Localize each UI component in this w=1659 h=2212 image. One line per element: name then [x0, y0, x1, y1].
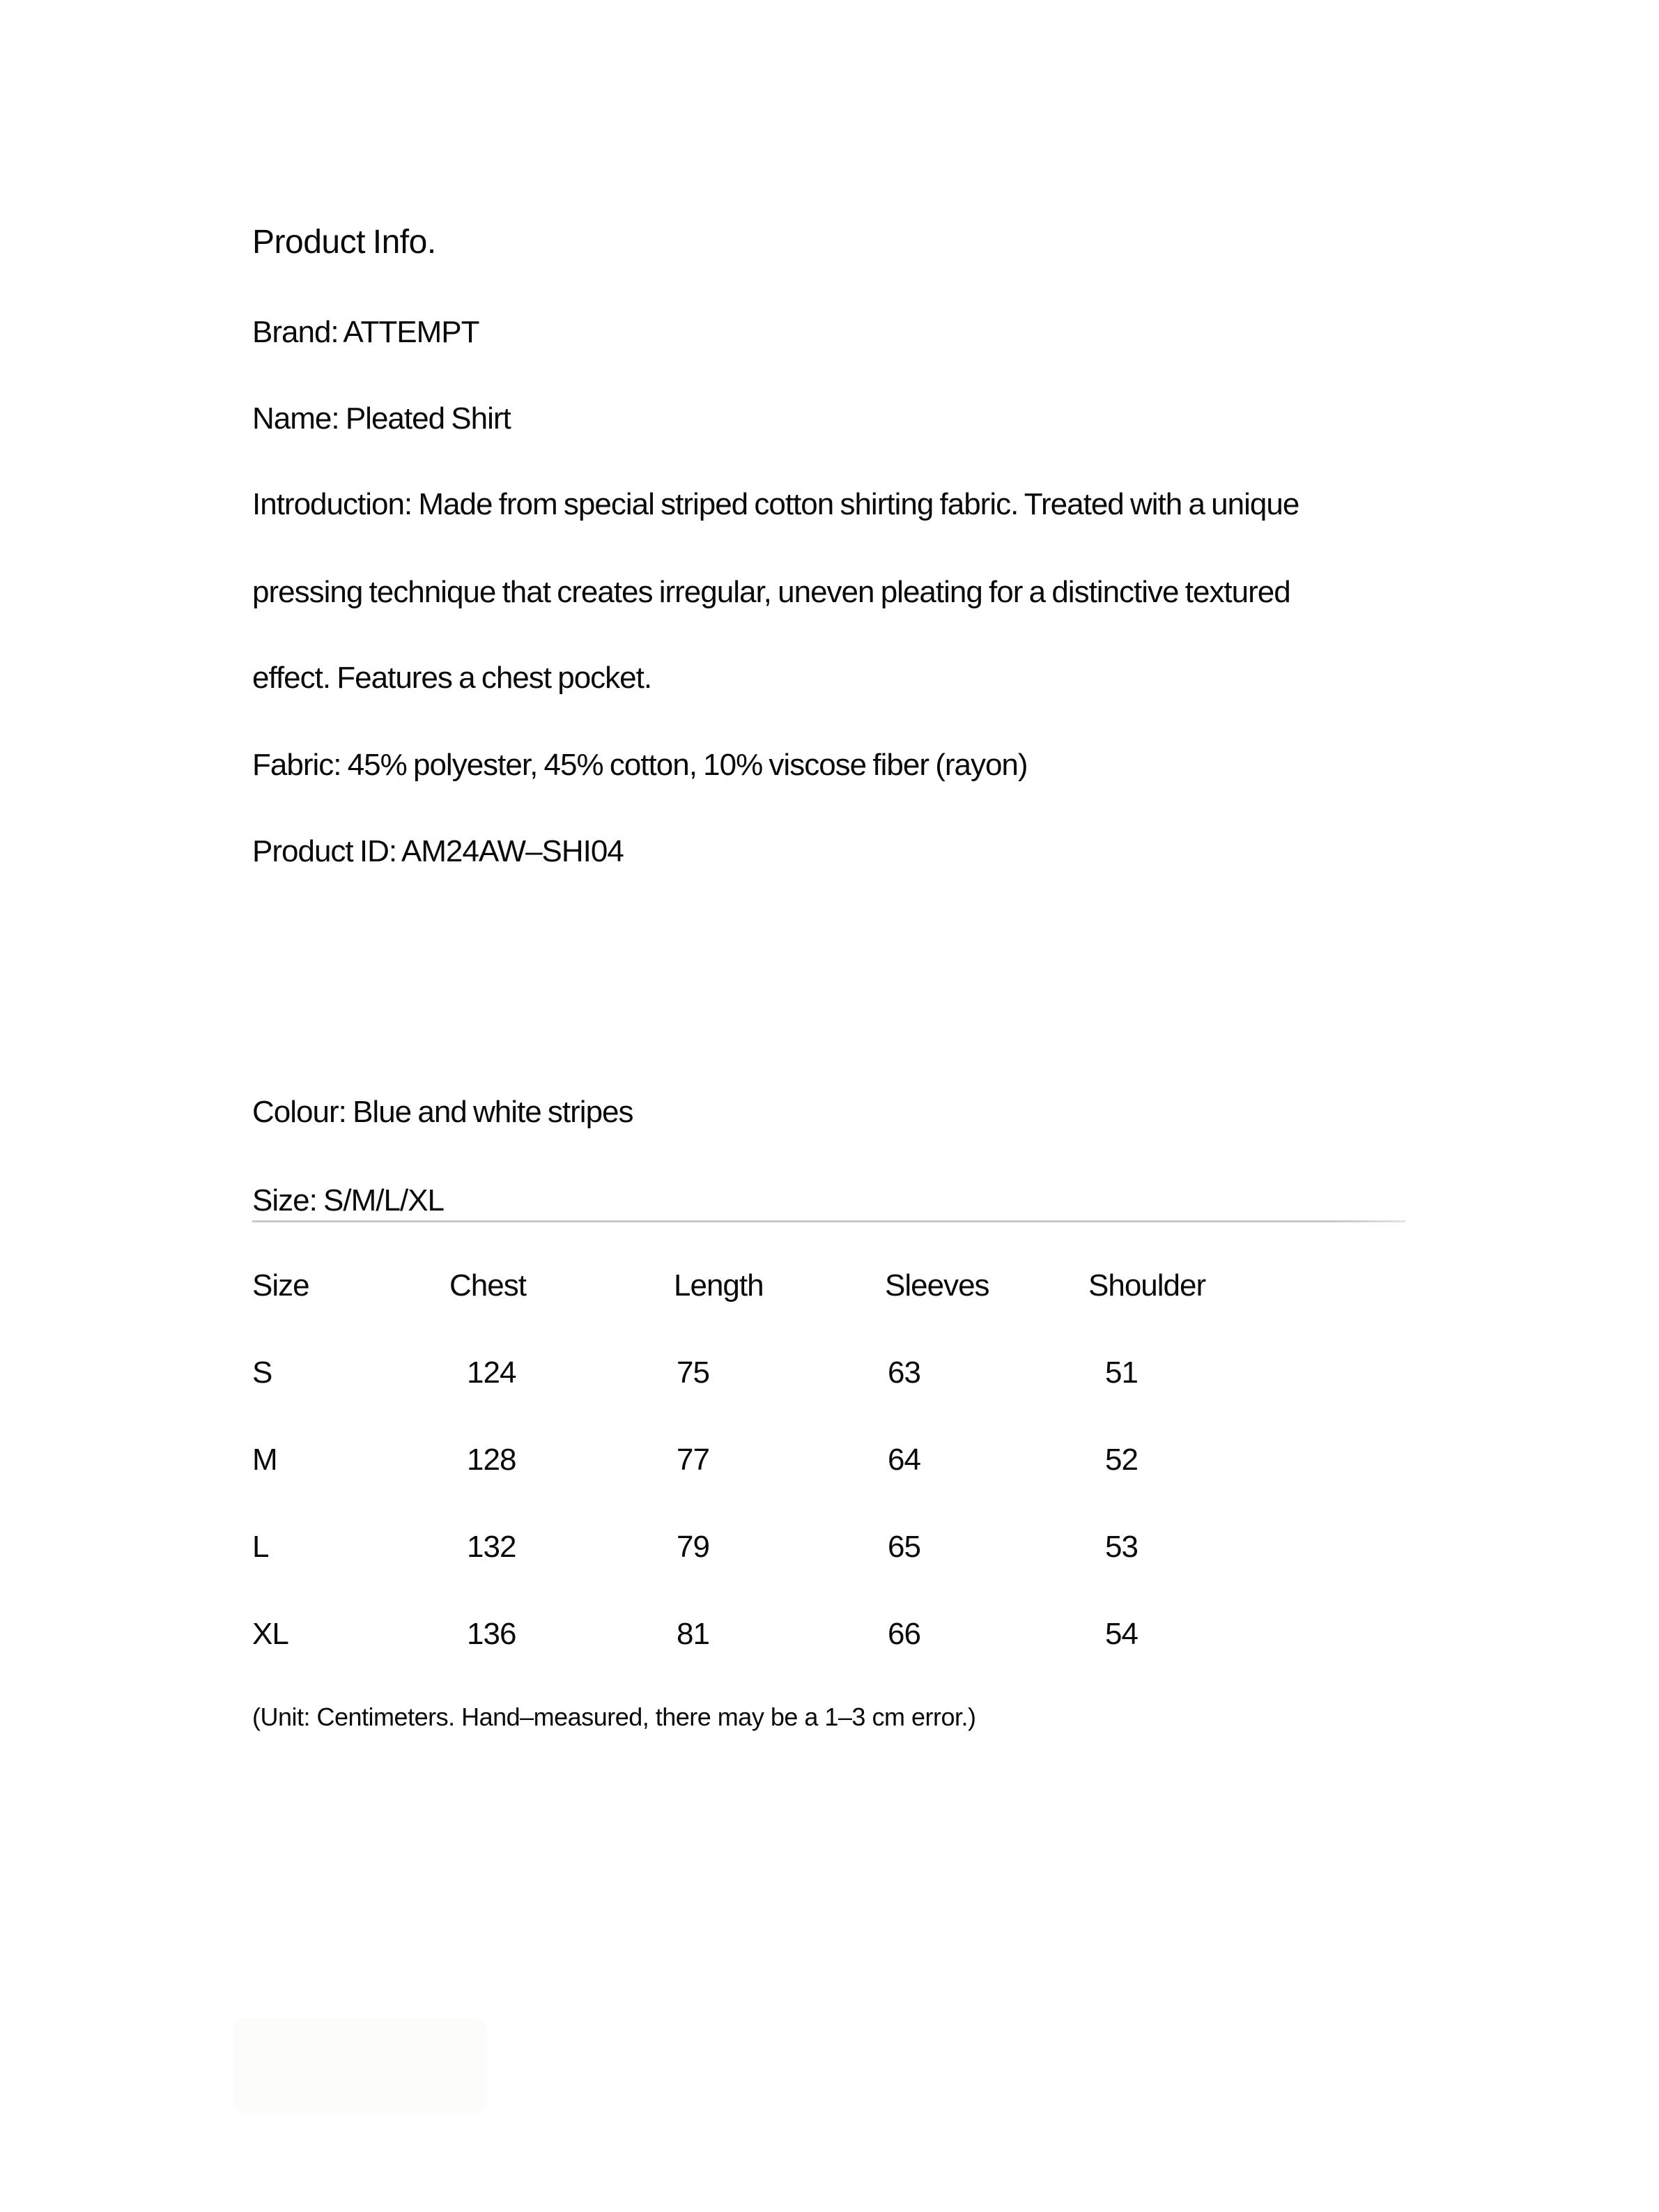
- size-table-cell-chest: 132: [467, 1530, 516, 1564]
- size-options-line: Size: S/M/L/XL: [252, 1183, 445, 1218]
- size-table-cell-sleeves: 66: [888, 1617, 920, 1651]
- size-table-header-chest: Chest: [449, 1268, 526, 1303]
- size-table-cell-size: S: [252, 1355, 272, 1390]
- size-table-cell-chest: 128: [467, 1443, 516, 1477]
- size-table-cell-size: XL: [252, 1617, 288, 1651]
- introduction-line-3: effect. Features a chest pocket.: [252, 661, 652, 695]
- introduction-line-2: pressing technique that creates irregular, uneven pleating for a distinctive textured: [252, 575, 1290, 609]
- size-table-cell-length: 79: [677, 1530, 709, 1564]
- size-table-cell-sleeves: 65: [888, 1530, 920, 1564]
- size-table-cell-shoulder: 54: [1105, 1617, 1138, 1651]
- size-table-cell-shoulder: 51: [1105, 1355, 1138, 1390]
- size-table-header-length: Length: [674, 1268, 764, 1303]
- fabric-line: Fabric: 45% polyester, 45% cotton, 10% viscose fiber (rayon): [252, 748, 1028, 782]
- size-table-cell-size: L: [252, 1530, 269, 1564]
- brand-line: Brand: ATTEMPT: [252, 315, 479, 349]
- size-table-header-shoulder: Shoulder: [1088, 1268, 1206, 1303]
- size-table-cell-length: 81: [677, 1617, 709, 1651]
- size-table-cell-chest: 124: [467, 1355, 516, 1390]
- measurement-note: (Unit: Centimeters. Hand–measured, there may be a 1–3 cm error.): [252, 1703, 976, 1731]
- size-table-cell-shoulder: 53: [1105, 1530, 1138, 1564]
- size-table-cell-length: 75: [677, 1355, 709, 1390]
- size-table-cell-chest: 136: [467, 1617, 516, 1651]
- size-table: [252, 1268, 1437, 1703]
- introduction-line-1: Introduction: Made from special striped cotton shirting fabric. Treated with a unique: [252, 487, 1299, 521]
- colour-line: Colour: Blue and white stripes: [252, 1095, 633, 1129]
- size-table-cell-size: M: [252, 1443, 277, 1477]
- product-name-line: Name: Pleated Shirt: [252, 401, 511, 436]
- size-section-divider: [252, 1220, 1405, 1222]
- size-table-cell-sleeves: 64: [888, 1443, 920, 1477]
- size-table-header-sleeves: Sleeves: [885, 1268, 989, 1303]
- faint-watermark-box: [233, 2018, 486, 2113]
- page-title: Product Info.: [252, 224, 436, 261]
- size-table-cell-sleeves: 63: [888, 1355, 920, 1390]
- size-table-cell-length: 77: [677, 1443, 709, 1477]
- size-table-cell-shoulder: 52: [1105, 1443, 1138, 1477]
- product-id-line: Product ID: AM24AW–SHI04: [252, 834, 624, 868]
- size-table-header-size: Size: [252, 1268, 309, 1303]
